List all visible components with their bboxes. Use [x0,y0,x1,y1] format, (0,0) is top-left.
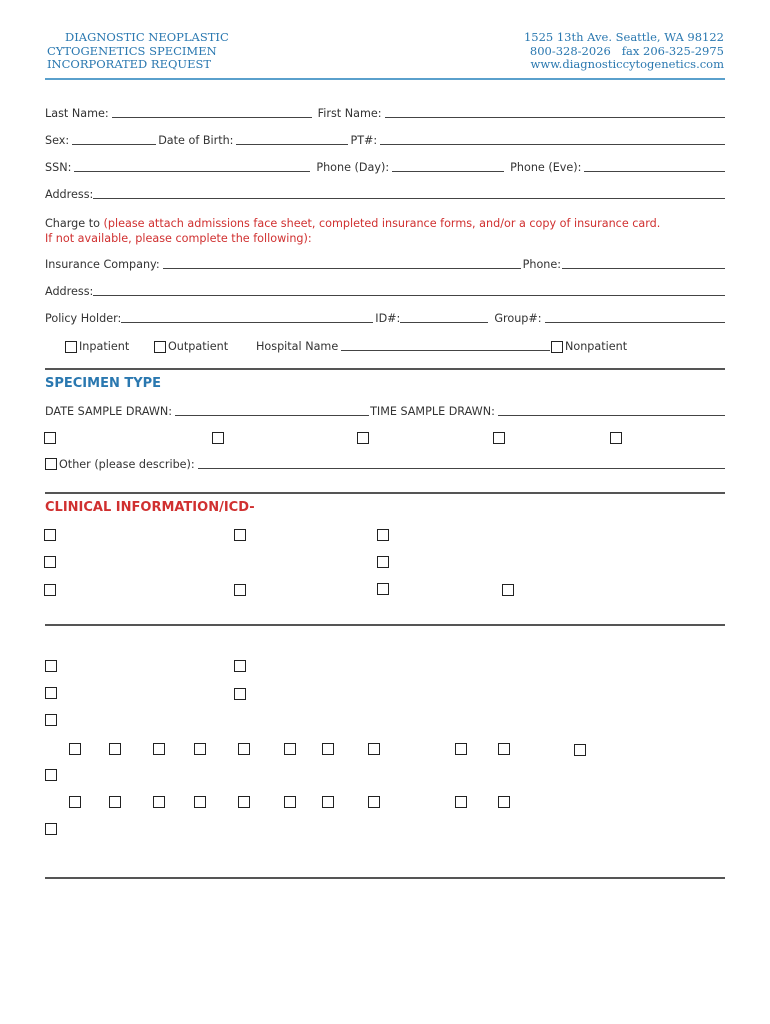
outpatient-checkbox[interactable] [154,341,166,353]
outpatient-label: Outpatient [168,340,229,353]
date-drawn-label: DATE SAMPLE DRAWN: [45,405,173,418]
test-checkbox[interactable] [368,796,380,808]
time-drawn-label: TIME SAMPLE DRAWN: [370,405,495,418]
test-checkbox[interactable] [234,660,246,672]
row-insurance-company [45,258,725,271]
header-divider [45,78,725,80]
insurance-address-field[interactable] [93,295,725,296]
test-checkbox[interactable] [45,823,57,835]
specimen-checkbox[interactable] [610,432,622,444]
row-address [45,188,725,201]
charge-note-line-1: (please attach admissions face sheet, completed insurance forms, and/or a copy of insurance card. [103,217,661,230]
org-phones: 800-328-2026 fax 206-325-2975 [529,43,724,58]
test-checkbox[interactable] [322,743,334,755]
test-checkbox[interactable] [194,743,206,755]
specimen-checkbox[interactable] [44,432,56,444]
charge-note [45,216,660,246]
other-specimen-checkbox[interactable] [45,458,57,470]
clinical-checkbox[interactable] [44,584,56,596]
test-checkbox[interactable] [69,796,81,808]
sex-field[interactable] [72,144,156,145]
insurance-phone-field[interactable] [562,268,725,269]
address-label: Address: [45,188,94,201]
test-checkbox[interactable] [153,796,165,808]
pt-field[interactable] [380,144,725,145]
test-checkbox[interactable] [45,687,57,699]
outpatient-option[interactable] [154,340,228,353]
test-checkbox[interactable] [498,743,510,755]
org-name [47,31,229,72]
test-checkbox[interactable] [455,796,467,808]
ssn-field[interactable] [74,171,310,172]
org-contact [524,31,724,72]
row-sample-drawn [45,405,725,418]
hospital-name-field[interactable] [341,350,550,351]
insurance-phone-label: Phone: [522,258,562,271]
test-checkbox[interactable] [234,688,246,700]
id-field[interactable] [400,322,488,323]
policy-holder-field[interactable] [121,322,373,323]
clinical-checkbox[interactable] [44,556,56,568]
clinical-checkbox[interactable] [502,584,514,596]
test-checkbox[interactable] [45,714,57,726]
clinical-info-title: CLINICAL INFORMATION/ICD- [45,500,255,515]
org-line-3: INCORPORATED REQUEST [47,57,212,71]
phone-eve-label: Phone (Eve): [510,161,582,174]
first-name-field[interactable] [385,117,725,118]
org-line-1: DIAGNOSTIC NEOPLASTIC [65,30,229,44]
test-checkbox[interactable] [322,796,334,808]
ssn-label: SSN: [45,161,72,174]
other-specimen-label: Other (please describe): [59,458,195,471]
nonpatient-checkbox[interactable] [551,341,563,353]
section-divider-2 [45,492,725,494]
clinical-checkbox[interactable] [234,529,246,541]
nonpatient-label: Nonpatient [565,340,628,353]
dob-field[interactable] [236,144,348,145]
test-checkbox[interactable] [498,796,510,808]
specimen-checkbox[interactable] [493,432,505,444]
test-checkbox[interactable] [284,796,296,808]
clinical-checkbox[interactable] [234,584,246,596]
section-divider-1 [45,368,725,370]
insurance-company-field[interactable] [163,268,521,269]
pt-label: PT#: [350,134,378,147]
insurance-company-label: Insurance Company: [45,258,160,271]
row-insurance-address [45,285,725,298]
last-name-label: Last Name: [45,107,109,120]
test-checkbox[interactable] [69,743,81,755]
test-checkbox[interactable] [368,743,380,755]
test-checkbox[interactable] [109,743,121,755]
id-label: ID#: [375,312,401,325]
specimen-checkbox[interactable] [212,432,224,444]
clinical-checkbox[interactable] [377,529,389,541]
row-ssn-phone [45,161,725,174]
first-name-label: First Name: [317,107,382,120]
specimen-checkbox[interactable] [357,432,369,444]
inpatient-checkbox[interactable] [65,341,77,353]
org-address: 1525 13th Ave. Seattle, WA 98122 [523,30,724,44]
row-sex-dob [45,134,725,147]
charge-note-line-2: If not available, please complete the following): [45,232,312,245]
hospital-name-label: Hospital Name [256,340,339,353]
clinical-checkbox[interactable] [44,529,56,541]
section-divider-4 [45,877,725,879]
row-names [45,107,725,120]
test-checkbox[interactable] [238,743,250,755]
date-drawn-field[interactable] [175,415,369,416]
sex-label: Sex: [45,134,70,147]
time-drawn-field[interactable] [498,415,725,416]
group-field[interactable] [545,322,725,323]
row-policy [45,312,725,325]
insurance-address-label: Address: [45,285,94,298]
phone-eve-field[interactable] [584,171,725,172]
specimen-type-title: SPECIMEN TYPE [45,376,162,391]
clinical-checkbox[interactable] [377,583,389,595]
other-specimen-field[interactable] [198,468,725,469]
inpatient-label: Inpatient [79,340,130,353]
inpatient-option[interactable] [65,340,129,353]
test-checkbox[interactable] [574,744,586,756]
charge-label: Charge to [45,217,100,230]
org-website[interactable]: www.diagnosticcytogenetics.com [530,57,724,71]
dob-label: Date of Birth: [158,134,234,147]
test-checkbox[interactable] [455,743,467,755]
group-label: Group#: [494,312,542,325]
test-checkbox[interactable] [238,796,250,808]
clinical-checkbox[interactable] [377,556,389,568]
test-checkbox[interactable] [153,743,165,755]
phone-day-label: Phone (Day): [316,161,390,174]
nonpatient-option[interactable] [551,340,627,353]
phone-day-field[interactable] [392,171,504,172]
test-checkbox[interactable] [45,660,57,672]
test-checkbox[interactable] [45,769,57,781]
address-field[interactable] [93,198,725,199]
section-divider-3 [45,624,725,626]
row-other-specimen [45,458,725,471]
test-checkbox[interactable] [109,796,121,808]
test-checkbox[interactable] [194,796,206,808]
test-checkbox[interactable] [284,743,296,755]
last-name-field[interactable] [112,117,312,118]
org-line-2: CYTOGENETICS SPECIMEN [47,43,217,58]
policy-holder-label: Policy Holder: [45,312,122,325]
hospital-name-row [256,340,550,353]
